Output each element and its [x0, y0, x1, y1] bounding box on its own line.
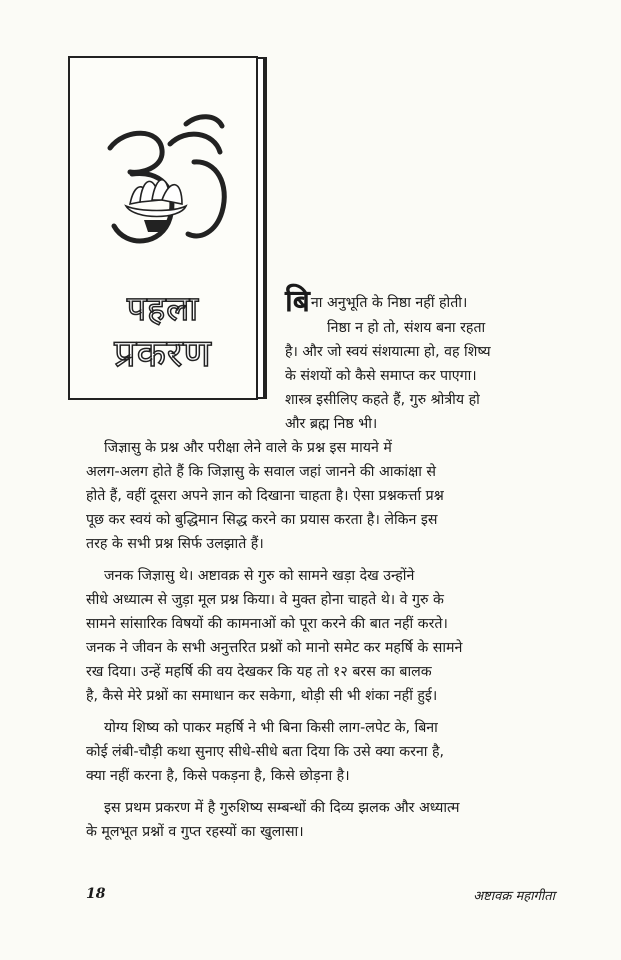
text-line: तरह के सभी प्रश्न सिर्फ उलझाते हैं।: [86, 536, 264, 552]
intro-line: शास्त्र इसीलिए कहते हैं, गुरु श्रोत्रीय हो: [285, 392, 480, 408]
text-line: होते हैं, वहीं दूसरा अपने ज्ञान को दिखाना चाहता है। ऐसा प्रश्नकर्त्ता प्रश्न: [86, 488, 444, 504]
chapter-title-line1: पहला: [126, 289, 200, 329]
text-line: अलग-अलग होते हैं कि जिज्ञासु के सवाल जहां जानने की आकांक्षा से: [86, 464, 437, 480]
text-line: सीधे अध्यात्म से जुड़ा मूल प्रश्न किया। वे मुक्त होना चाहते थे। वे गुरु के: [86, 592, 444, 608]
text-line: जिज्ञासु के प्रश्न और परीक्षा लेने वाले के प्रश्न इस मायने में: [104, 440, 392, 456]
drop-cap: बि: [285, 284, 310, 319]
text-line: योग्य शिष्य को पाकर महर्षि ने भी बिना किसी लाग-लपेट के, बिना: [104, 720, 438, 736]
text-line: सामने सांसारिक विषयों की कामनाओं को पूरा करने की बात नहीं करते।: [86, 616, 448, 632]
text-line: इस प्रथम प्रकरण में है गुरुशिष्य सम्बन्धों की दिव्य झलक और अध्यात्म: [104, 800, 460, 816]
paragraph-2: [86, 564, 556, 708]
paragraph-1: [86, 436, 556, 556]
intro-line: के संशयों को कैसे समाप्त कर पाएगा।: [285, 368, 477, 384]
text-line: कोई लंबी-चौड़ी कथा सुनाए सीधे-सीधे बता दिया कि उसे क्या करना है,: [86, 744, 445, 760]
text-line: रख दिया। उन्हें महर्षि की वय देखकर कि यह तो १२ बरस का बालक: [86, 664, 432, 680]
text-line: क्या नहीं करना है, किसे पकड़ना है, किसे छोड़ना है।: [86, 768, 350, 784]
chapter-title-box: [68, 56, 258, 400]
intro-paragraph: [285, 284, 585, 436]
text-line: जनक ने जीवन के सभी अनुत्तरित प्रश्नों को मानो समेट कर महर्षि के सामने: [86, 640, 463, 656]
chapter-title-line2: प्रकरण: [114, 331, 212, 375]
text-line: के मूलभूत प्रश्नों व गुप्त रहस्यों का खुलासा।: [86, 824, 304, 840]
text-line: जनक जिज्ञासु थे। अष्टावक्र से गुरु को सामने खड़ा देख उन्होंने: [104, 568, 415, 584]
text-line: है, कैसे मेरे प्रश्नों का समाधान कर सकेगा, थोड़ी सी भी शंका नहीं हुई।: [86, 688, 438, 704]
body-text: [86, 436, 556, 852]
text-line: पूछ कर स्वयं को बुद्धिमान सिद्ध करने का प्रयास करता है। लेकिन इस: [86, 512, 438, 528]
intro-line: निष्ठा न हो तो, संशय बना रहता: [327, 320, 486, 336]
om-lotus-emblem: [90, 108, 240, 258]
paragraph-4: [86, 796, 556, 844]
paragraph-3: [86, 716, 556, 788]
running-title: अष्टावक्र महागीता: [473, 889, 555, 904]
intro-line: और ब्रह्म निष्ठ भी।: [285, 416, 378, 432]
page-number: 18: [86, 886, 106, 902]
intro-line: बिना अनुभूति के निष्ठा नहीं होती।: [285, 284, 468, 319]
intro-line: है। और जो स्वयं संशयात्मा हो, वह शिष्य: [285, 344, 491, 360]
